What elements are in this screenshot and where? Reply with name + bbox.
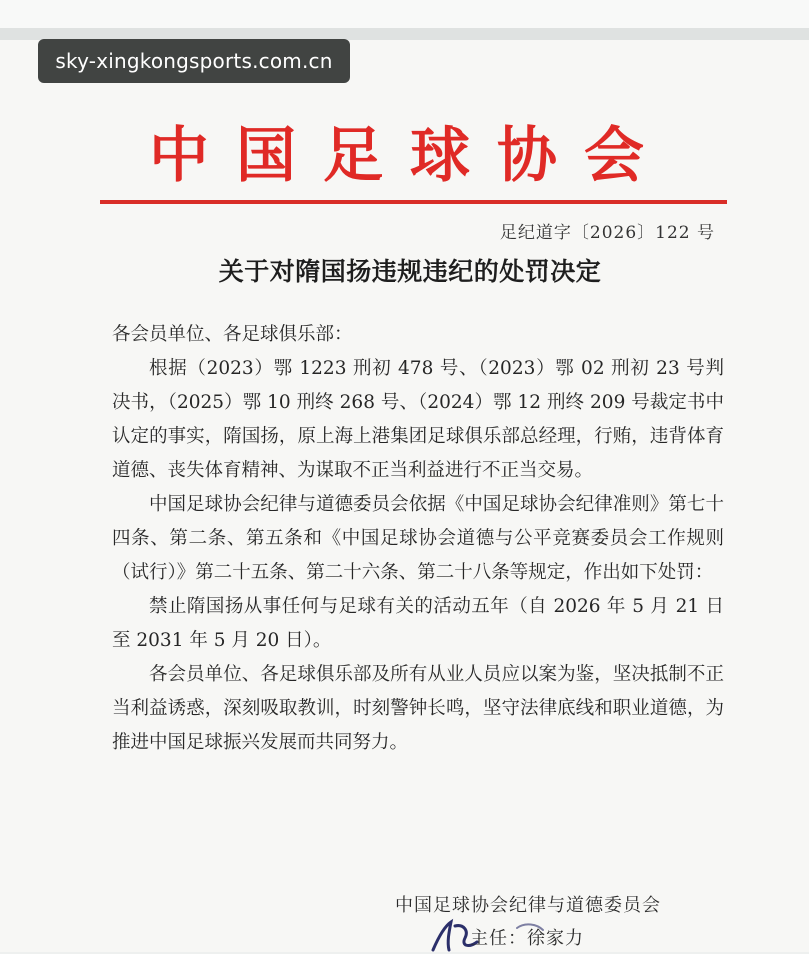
issuing-committee: 中国足球协会纪律与道德委员会 (395, 895, 661, 916)
paragraph-basis: 中国足球协会纪律与道德委员会依据《中国足球协会纪律准则》第七十四条、第二条、第五条和《中国足球协会道德与公平竞赛委员会工作规则（试行）》第二十五条、第二十六条、第二十八条等规定，作出如下处罚： (112, 494, 724, 583)
paragraph-facts: 根据（2023）鄂 1223 刑初 478 号、（2023）鄂 02 刑初 23 号判决书，（2025）鄂 10 刑终 268 号、（2024）鄂 12 刑终 209 号裁定书中认定的事实，隋国扬，原上海上港集团足球俱乐部总经理，行贿，违背体育道德、丧失体育精神、为谋取不正当利益进行不正当交易。 (112, 358, 724, 481)
document-body (112, 318, 724, 760)
letterhead-red-rule (100, 200, 727, 204)
paragraph-warning: 各会员单位、各足球俱乐部及所有从业人员应以案为鉴，坚决抵制不正当利益诱惑，深刻吸取教训，时刻警钟长鸣，坚守法律底线和职业道德，为推进中国足球振兴发展而共同努力。 (112, 664, 724, 753)
signer-line: 主任：徐家力 (470, 928, 584, 949)
paragraph-penalty: 禁止隋国扬从事任何与足球有关的活动五年（自 2026 年 5 月 21 日至 2031 年 5 月 20 日）。 (112, 596, 724, 651)
watermark-badge: sky-xingkongsports.com.cn (38, 39, 350, 83)
salutation: 各会员单位、各足球俱乐部： (112, 324, 353, 345)
document-number: 足纪道字〔2026〕122 号 (499, 223, 715, 243)
document-title: 关于对隋国扬违规违纪的处罚决定 (218, 257, 602, 286)
top-strip (0, 0, 809, 28)
letterhead-organization: 中国足球协会 (149, 121, 671, 191)
